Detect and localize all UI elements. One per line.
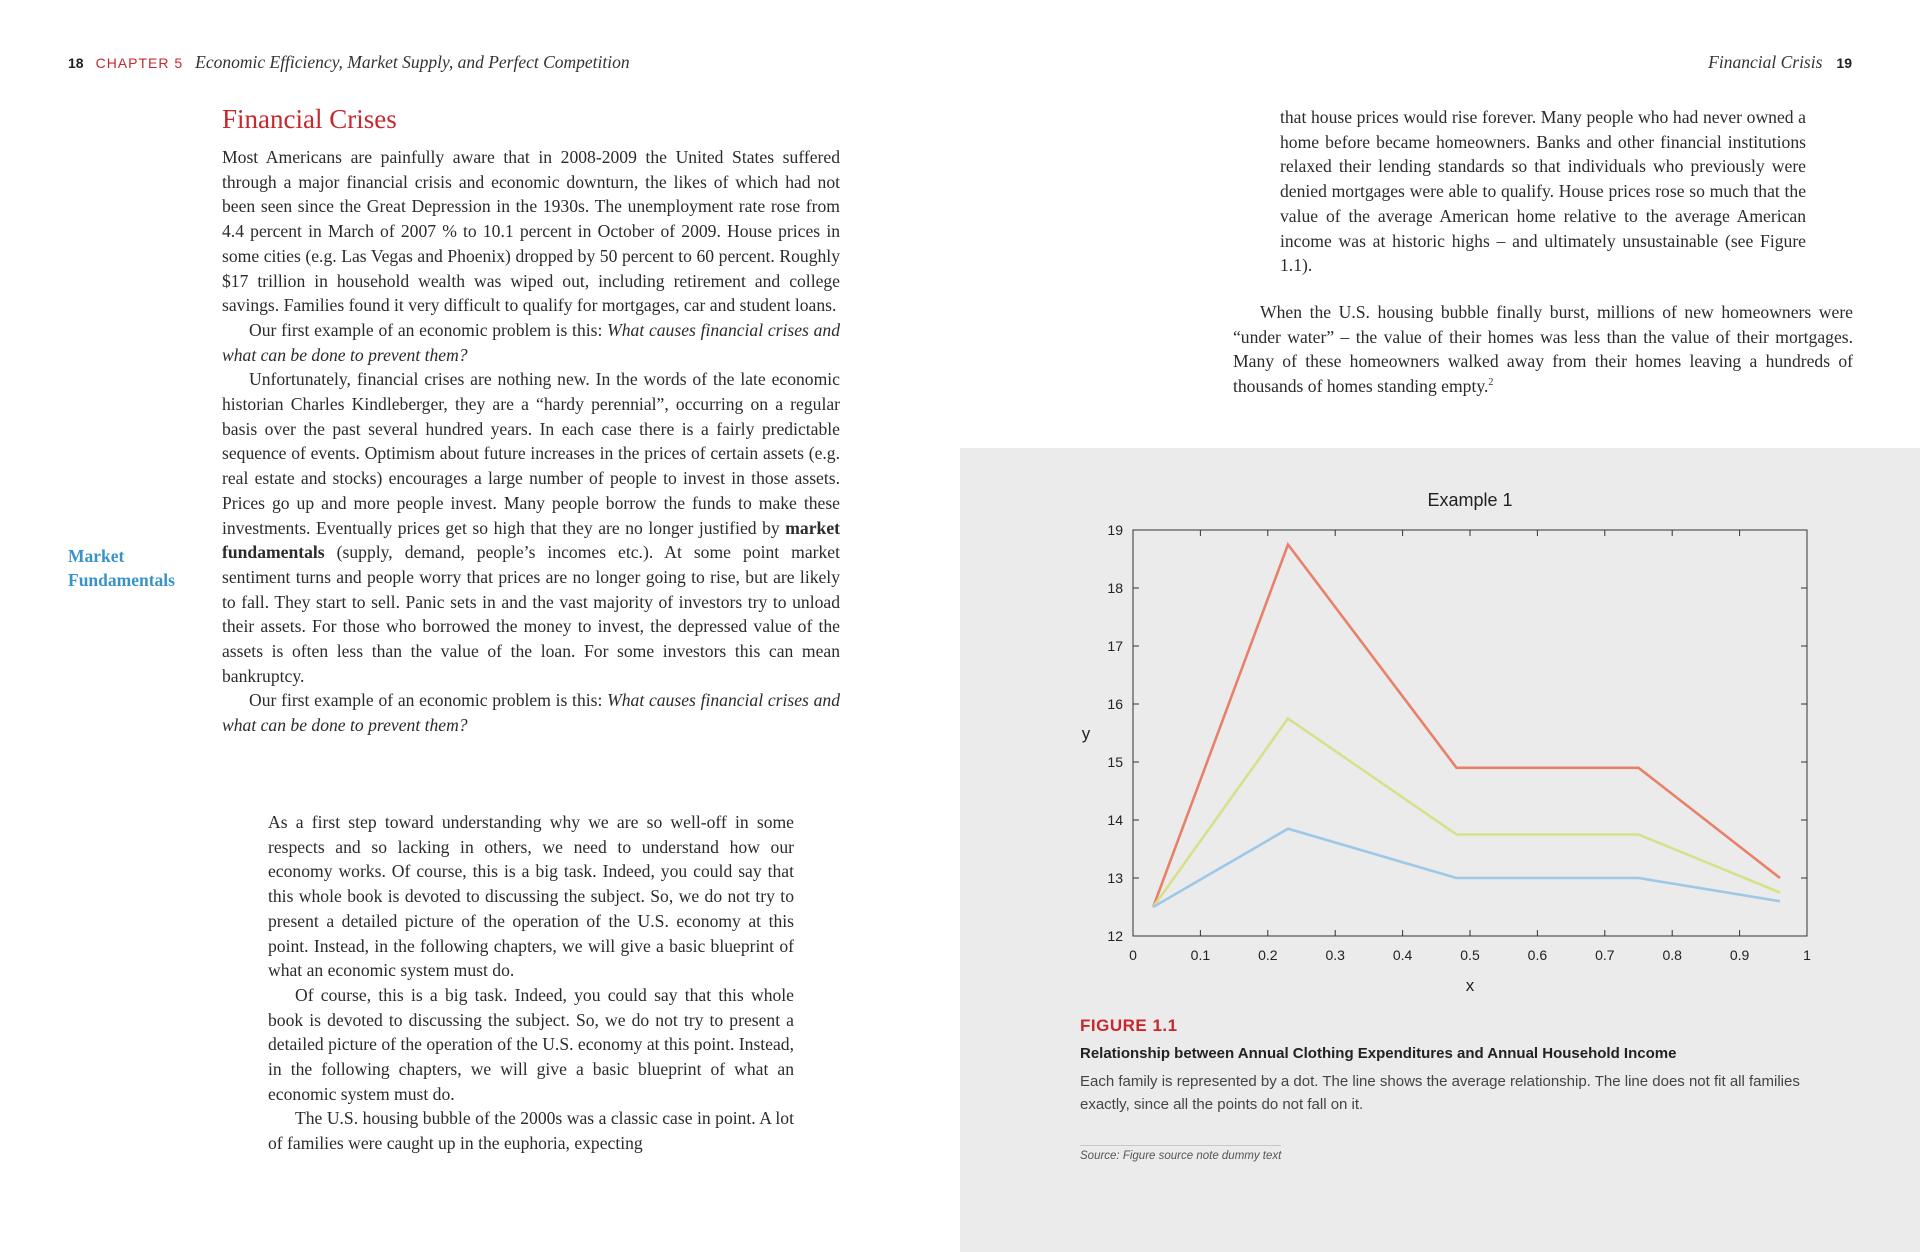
paragraph-4-lead: Our first example of an economic problem is this:: [249, 690, 608, 711]
chapter-title: Economic Efficiency, Market Supply, and Perfect Competition: [195, 52, 630, 72]
right-page-number: 19: [1836, 55, 1852, 71]
plot-frame: [1133, 530, 1807, 936]
paragraph-2-question: What causes financial crises and what can be done to prevent them?: [222, 319, 840, 365]
x-tick-label: 0.5: [1460, 947, 1480, 963]
paragraph-3: [222, 367, 840, 688]
extract-block: [268, 810, 794, 1156]
paragraph-2: [222, 318, 840, 367]
left-page-number: 18: [68, 55, 84, 71]
paragraph-1: Most Americans are painfully aware that in 2008-2009 the United States suffered through a major financial crisis and economic downturn, the likes of which had not been seen since the Great Depression in the 1930s. The unemployment rate rose from 4.4 percent in March of 2007 % to 10.1 percent in October of 2009. House prices in some cities (e.g. Las Vegas and Phoenix) dropped by 50 percent to 60 percent. Roughly $17 trillion in household wealth was wiped out, including retirement and college savings. Families found it very difficult to qualify for mortgages, car and student loans.: [222, 147, 840, 316]
series-line-3: [1153, 829, 1780, 907]
paragraph-2-lead: Our first example of an economic problem is this:: [249, 319, 608, 340]
y-tick-label: 18: [1107, 580, 1123, 596]
line-chart: [960, 448, 1920, 1008]
right-running-header: [1708, 52, 1852, 73]
y-tick-label: 13: [1107, 870, 1123, 886]
x-tick-label: 1: [1803, 947, 1811, 963]
x-tick-label: 0.7: [1595, 947, 1615, 963]
x-tick-label: 0: [1129, 947, 1137, 963]
paragraph-4: [222, 688, 840, 737]
footnote-marker: 2: [1488, 377, 1494, 389]
y-axis-label: y: [1081, 724, 1091, 743]
x-tick-label: 0.2: [1258, 947, 1278, 963]
figure-label: FIGURE 1.1: [1080, 1016, 1178, 1035]
figure-panel: [960, 448, 1920, 1252]
x-tick-label: 0.8: [1662, 947, 1682, 963]
margin-note: Market Fundamentals: [68, 546, 175, 590]
left-body-text: [222, 145, 840, 738]
right-paragraph-2-text: When the U.S. housing bubble finally burst, millions of new homeowners were “under water” – the value of their homes was less than the value of their mortgages. Many of these homeowners walked away from their homes leaving a hundreds of thousands of homes standing empty.: [1233, 302, 1853, 397]
x-tick-label: 0.3: [1325, 947, 1345, 963]
right-body-text-2: [1233, 300, 1853, 399]
section-title: Financial Crises: [222, 104, 397, 134]
x-tick-label: 0.6: [1527, 947, 1548, 963]
extract-paragraph-2: Of course, this is a big task. Indeed, you could say that this whole book is devoted to discussing the subject. So, we do not try to present a detailed picture of the operation of the U.S. economy at this point. Instead, in the following chapters, we will give a basic blueprint of what an economic system must do.: [268, 984, 794, 1104]
extract-paragraph-1: As a first step toward understanding why we are so well-off in some respects and so lacking in others, we need to understand how our economy works. Of course, this is a big task. Indeed, you could say that this whole book is devoted to discussing the subject. So, we do not try to present a detailed picture of the operation of the U.S. economy at this point. Instead, in the following chapters, we will give a basic blueprint of what an economic system must do.: [268, 812, 794, 981]
left-running-header: [68, 52, 630, 73]
x-axis-label: x: [1465, 976, 1475, 995]
y-tick-label: 15: [1107, 754, 1123, 770]
x-tick-label: 0.9: [1729, 947, 1750, 963]
figure-caption-text: Each family is represented by a dot. The line shows the average relationship. The line does not fit all families exactly, since all the points do not fall on it.: [1080, 1073, 1800, 1113]
y-tick-label: 19: [1107, 522, 1123, 538]
paragraph-3-start: Unfortunately, financial crises are nothing new. In the words of the late economic historian Charles Kindleberger, they are a “hardy perennial”, occurring on a regular basis over the past several hundred years. In each case there is a fairly predictable sequence of events. Optimism about future increases in the prices of certain assets (e.g. real estate and stocks) encourages a large number of people to invest in those assets. Prices go up and more people invest. Many people borrow the funds to make these investments. Eventually prices get so high that they are no longer justified by: [222, 369, 840, 538]
key-term-market-fundamentals: market fundamentals: [222, 517, 840, 563]
chart-title: Example 1: [1427, 490, 1513, 510]
right-running-title: Financial Crisis: [1708, 52, 1823, 72]
x-tick-label: 0.1: [1190, 947, 1211, 963]
y-tick-label: 14: [1107, 812, 1123, 828]
right-paragraph-1: that house prices would rise forever. Many people who had never owned a home before became homeowners. Banks and other financial institutions relaxed their lending standards so that individuals who previously were denied mortgages were able to qualify. House prices rose so much that the value of the average American home relative to the average American income was at historic highs – and ultimately unsustainable (see Figure 1.1).: [1280, 107, 1806, 276]
extract-paragraph-3: The U.S. housing bubble of the 2000s was a classic case in point. A lot of families were caught up in the euphoria, expecting: [268, 1108, 794, 1154]
paragraph-4-question: What causes financial crises and what can be done to prevent them?: [222, 690, 840, 736]
right-paragraph-2: [1233, 300, 1853, 399]
figure-caption-title: Relationship between Annual Clothing Expenditures and Annual Household Income: [1080, 1045, 1677, 1062]
figure-source-note: Source: Figure source note dummy text: [1080, 1145, 1281, 1162]
y-tick-label: 16: [1107, 696, 1123, 712]
x-tick-label: 0.4: [1392, 947, 1413, 963]
right-body-text-top: [1280, 105, 1806, 278]
paragraph-3-end: (supply, demand, people’s incomes etc.). At some point market sentiment turns and people worry that prices are no longer going to rise, but are likely to fall. They start to sell. Panic sets in and the vast majority of investors try to unload their assets. For those who borrowed the money to invest, the depressed value of the assets is often less than the value of the loan. For some investors this can mean bankruptcy.: [222, 542, 840, 686]
y-tick-label: 12: [1107, 928, 1123, 944]
chapter-label: CHAPTER 5: [95, 55, 184, 71]
y-tick-label: 17: [1107, 638, 1123, 654]
